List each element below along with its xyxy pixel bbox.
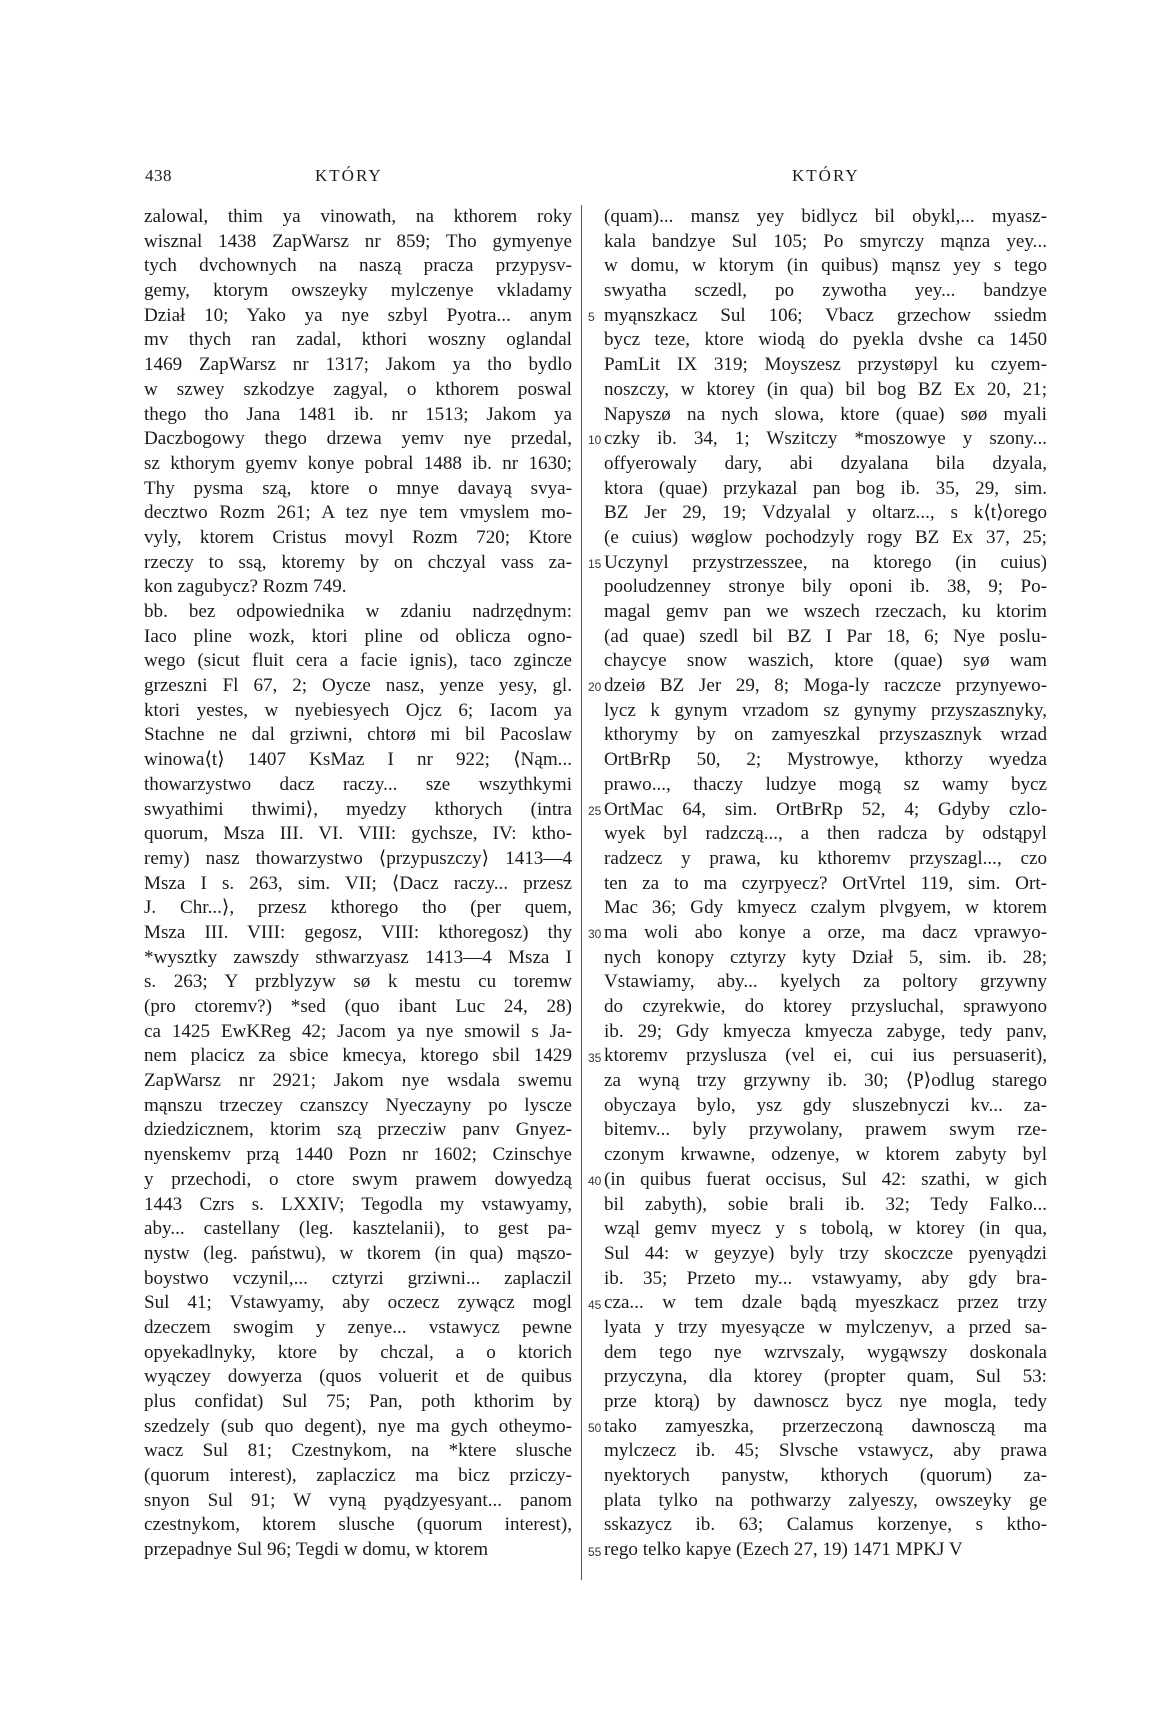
text-line: szedzely (sub quo degent), nye ma gych otheymo-	[144, 1415, 572, 1437]
text-line: winowa⟨t⟩ 1407 KsMaz I nr 922; ⟨Nąm...	[144, 749, 572, 771]
text-line: (quam)... mansz yey bidlycz bil obykl,... myasz-	[604, 206, 1047, 227]
text-line: ZapWarsz nr 2921; Jakom nye wsdala swemu	[144, 1070, 572, 1092]
text-line: zalowal, thim ya vinowath, na kthorem roky	[144, 206, 572, 227]
text-line: nyektorych panystw, kthorych (quorum) za-	[604, 1465, 1047, 1487]
text-line: Msza III. VIII: gegosz, VIII: kthoregosz) thy	[144, 921, 572, 943]
text-line: y przechodi, o ctore swym prawem dowyedzą	[144, 1168, 572, 1190]
text-line: sz kthorym gyemv konye pobral 1488 ib. nr 1630;	[144, 452, 572, 474]
text-line: lycz k gynym vrzadom sz gynymy przyszasznyky,	[604, 699, 1047, 721]
left-text-column	[144, 205, 572, 1561]
text-line: przepadnye Sul 96; Tegdi w domu, w ktorem	[144, 1539, 489, 1561]
text-line: nystw (leg. państwu), w tkorem (in qua) mąszo-	[144, 1242, 572, 1264]
text-line: chaycye snow waszich, ktore (quae) syø wam	[604, 650, 1047, 672]
text-line: tako zamyeszka, przerzeczoną dawnosczą ma	[604, 1415, 1047, 1437]
line-number: 55	[588, 1544, 602, 1559]
text-line: nem placicz za sbice kmecya, ktorego sbil 1429	[144, 1045, 572, 1067]
text-line: Sul 44: w geyzye) byly trzy skoczcze pyenyądzi	[604, 1242, 1047, 1264]
text-line: *wysztky zawszdy sthwarzyasz 1413—4 Msza I	[144, 946, 572, 968]
text-line: wyączey dowyerza (quos voluerit et de quibus	[144, 1366, 572, 1388]
text-line: ktori yestes, w nyebiesyech Ojcz 6; Iacom ya	[144, 699, 572, 721]
text-line: dzeczem swogim y zenye... vstawycz pewne	[144, 1316, 572, 1338]
text-line: gemy, ktorym owszeyky mylczenye vkladamy	[144, 280, 572, 302]
text-line: Msza I s. 263, sim. VII; ⟨Dacz raczy... przesz	[144, 872, 572, 894]
text-line: bycz teze, ktore wiodą do pyekla dvshe ca 1450	[604, 329, 1047, 351]
text-line: PamLit IX 319; Moyszesz przystøpyl ku czyem-	[604, 354, 1047, 376]
text-line: (ad quae) szedl bil BZ I Par 18, 6; Nye poslu-	[604, 625, 1047, 647]
text-line: ma woli abo konye a orze, ma dacz vprawyo-	[604, 921, 1047, 943]
line-number: 10	[588, 433, 602, 448]
text-line: (in quibus fuerat occisus, Sul 42: szathi, w gich	[604, 1168, 1047, 1190]
text-line: 1469 ZapWarsz nr 1317; Jakom ya tho bydlo	[144, 354, 572, 376]
text-line: wacz Sul 81; Czestnykom, na *ktere slusche	[144, 1440, 572, 1462]
line-number: 50	[588, 1421, 602, 1436]
text-line: ib. 29; Gdy kmyecza kmyecza zabyge, tedy panv,	[604, 1020, 1047, 1042]
text-line: mylczecz ib. 45; Slvsche vstawycz, aby prawa	[604, 1440, 1047, 1462]
text-line: thego tho Jana 1481 ib. nr 1513; Jakom ya	[144, 403, 572, 425]
text-line: J. Chr...⟩, przesz kthorego tho (per quem,	[144, 897, 572, 919]
text-line: przyczyna, dla ktorey (propter quam, Sul 53:	[604, 1366, 1047, 1388]
text-line: Daczbogowy thego drzewa yemv nye przedal,	[144, 428, 572, 450]
text-line: bitemv... byly przywolany, prawem swym rze-	[604, 1119, 1047, 1141]
text-line: obyczaya bylo, ysz gdy sluszebnyczi kv... za-	[604, 1094, 1047, 1116]
text-line: rego telko kapye (Ezech 27, 19) 1471 MPKJ V	[604, 1539, 963, 1561]
text-line: za wyną trzy grzywny ib. 30; ⟨P⟩odlug starego	[604, 1070, 1047, 1092]
text-line: prze ktorą) by dawnoscz bycz nye mogla, tedy	[604, 1391, 1047, 1412]
text-line: OrtBrRp 50, 2; Mystrowye, kthorzy wyedza	[604, 749, 1047, 771]
text-line: kthorymy by on zamyeszkal przyszasznyk wrzad	[604, 724, 1047, 746]
text-line: quorum, Msza III. VI. VIII: gychsze, IV: ktho-	[144, 823, 572, 845]
text-line: Uczynyl przystrzesszee, na ktorego (in cuius)	[604, 551, 1047, 573]
text-line: snyon Sul 91; W vyną pyądzyesyant... panom	[144, 1489, 572, 1511]
right-text-column	[604, 205, 1047, 1561]
text-line: offyerowaly dary, abi dzyalana bila dzyala,	[604, 452, 1047, 474]
text-line: boystwo vczynil,... cztyrzi grziwni... zaplaczil	[144, 1267, 572, 1289]
text-line: nych konopy cztyrzy kyty Dział 5, sim. ib. 28;	[604, 946, 1047, 968]
text-line: mąnszu trzeczey czanszcy Nyeczayny po lyscze	[144, 1094, 572, 1116]
text-line: noszczy, w ktorey (in qua) bil bog BZ Ex 20, 21;	[604, 378, 1047, 400]
text-line: wisznal 1438 ZapWarsz nr 859; Tho gymyenye	[144, 230, 572, 252]
text-line: plus confidat) Sul 75; Pan, poth kthorim by	[144, 1391, 572, 1412]
text-line: bb. bez odpowiednika w zdaniu nadrzędnym:	[144, 601, 572, 622]
text-line: Napyszø na nych slowa, ktore (quae) søø myali	[604, 403, 1047, 425]
text-line: dzeiø BZ Jer 29, 8; Moga-ly raczcze przynyewo-	[604, 675, 1047, 697]
text-line: wego (sicut fluit cera a facie ignis), taco zgincze	[144, 650, 572, 672]
text-line: pooludzenney stronye bily oponi ib. 38, 9; Po-	[604, 576, 1047, 598]
text-line: ktoremv przyslusza (vel ei, cui ius persuaserit),	[604, 1045, 1047, 1067]
text-line: decztwo Rozm 261; A tez nye tem vmyslem mo-	[144, 502, 572, 524]
line-number: 15	[588, 556, 602, 571]
page-number: 438	[145, 166, 172, 185]
text-line: swyathimi thwimi⟩, myedzy kthorych (intra	[144, 798, 572, 820]
text-line: Sul 41; Vstawyamy, aby oczecz zywącz mogl	[144, 1292, 572, 1314]
text-line: thowarzystwo dacz raczy... sze wszythkymi	[144, 773, 572, 795]
text-line: plata tylko na pothwarzy zalyeszy, owszeyky ge	[604, 1489, 1047, 1511]
text-line: lyata y trzy myesyącze w mylczenyv, a przed sa-	[604, 1316, 1047, 1338]
text-line: BZ Jer 29, 19; Vdzyalal y oltarz..., s k⟨t⟩orego	[604, 502, 1047, 524]
text-line: (e cuius) wøglow pochodzyly rogy BZ Ex 37, 25;	[604, 526, 1047, 548]
left-running-title: KTÓRY	[315, 166, 383, 185]
text-line: dem tego nye wzrvszaly, wygąwszy doskonala	[604, 1341, 1047, 1363]
text-line: kala bandzye Sul 105; Po smyrczy mąnza yey...	[604, 230, 1047, 252]
text-line: ten za to ma czyrpyecz? OrtVrtel 119, sim. Ort-	[604, 872, 1047, 894]
line-number: 20	[588, 680, 602, 695]
text-line: grzeszni Fl 67, 2; Oycze nasz, yenze yesy, gl.	[144, 675, 572, 697]
right-running-title: KTÓRY	[792, 166, 860, 185]
text-line: do czyrekwie, do ktorey przysluchal, sprawyono	[604, 996, 1047, 1017]
text-line: opyekadlnyky, ktore by chczal, a o ktorich	[144, 1341, 572, 1363]
text-line: (quorum interest), zaplaczicz ma bicz prziczy-	[144, 1465, 572, 1487]
text-line: Mac 36; Gdy kmyecz czalym plvgyem, w ktorem	[604, 897, 1047, 919]
running-header	[0, 166, 1157, 190]
text-line: myąnszkacz Sul 106; Vbacz grzechow ssiedm	[604, 304, 1047, 326]
text-line: w domu, w ktorym (in quibus) mąnsz yey s tego	[604, 255, 1047, 277]
text-line: czonym krwawne, odzenye, w ktorem zabyty byl	[604, 1144, 1047, 1166]
text-line: mv thych ran zadal, kthori woszny oglandal	[144, 329, 572, 351]
text-line: Vstawiamy, aby... kyelych za poltory grzywny	[604, 971, 1047, 993]
text-line: czestnykom, ktorem slusche (quorum interest),	[144, 1514, 572, 1536]
text-line: (pro ctoremv?) *sed (quo ibant Luc 24, 28)	[144, 996, 572, 1017]
text-line: s. 263; Y przblyzyw sø k mestu cu toremw	[144, 971, 572, 993]
line-number: 35	[588, 1050, 602, 1065]
line-number: 30	[588, 927, 602, 942]
text-line: magal gemv pan we wszech rzeczach, ku ktorim	[604, 601, 1047, 622]
text-line: wząl gemv myecz y s tobolą, w ktorey (in qua,	[604, 1218, 1047, 1240]
text-line: ca 1425 EwKReg 42; Jacom ya nye smowil s Ja-	[144, 1020, 572, 1042]
text-line: remy) nasz thowarzystwo ⟨przypuszczy⟩ 1413—4	[144, 847, 572, 869]
text-line: Stachne ne dal grziwni, chtorø mi bil Pacoslaw	[144, 724, 572, 746]
text-line: OrtMac 64, sim. OrtBrRp 52, 4; Gdyby czlo-	[604, 798, 1047, 820]
text-line: tych dvchownych na naszą pracza przypysv-	[144, 255, 572, 277]
text-line: czky ib. 34, 1; Wszitczy *moszowye y szony...	[604, 428, 1047, 450]
line-number: 5	[588, 309, 595, 324]
text-line: dziedzicznem, ktorim szą przecziw panv Gnyez-	[144, 1119, 572, 1141]
text-line: swyatha sczedl, po zywotha yey... bandzye	[604, 280, 1047, 302]
text-line: Thy pysma szą, ktore o mnye davayą svya-	[144, 477, 572, 499]
text-line: vyly, ktorem Cristus movyl Rozm 720; Ktore	[144, 526, 572, 548]
text-line: Dział 10; Yako ya nye szbyl Pyotra... anym	[144, 304, 572, 326]
line-number: 25	[588, 803, 602, 818]
column-divider	[581, 205, 582, 1580]
text-line: w szwey szkodzye zagyal, o kthorem poswal	[144, 378, 572, 400]
text-line: kon zagubycz? Rozm 749.	[144, 576, 347, 598]
line-number: 45	[588, 1297, 602, 1312]
text-line: prawo..., thaczy ludzye mogą sz wamy bycz	[604, 773, 1047, 795]
text-line: sskazycz ib. 63; Calamus korzenye, s ktho-	[604, 1514, 1047, 1536]
text-line: ktora (quae) przykazal pan bog ib. 35, 29, sim.	[604, 477, 1047, 499]
text-line: 1443 Czrs s. LXXIV; Tegodla my vstawyamy,	[144, 1193, 572, 1215]
text-line: nyenskemv przą 1440 Pozn nr 1602; Czinschye	[144, 1144, 572, 1166]
text-line: Iaco pline wozk, ktori pline od oblicza ogno-	[144, 625, 572, 647]
line-number: 40	[588, 1174, 602, 1189]
text-line: bil zabyth), sobie brali ib. 32; Tedy Falko...	[604, 1193, 1047, 1215]
text-line: ib. 35; Przeto my... vstawyamy, aby gdy bra-	[604, 1267, 1047, 1289]
text-line: cza... w tem dzale bądą myeszkacz przez trzy	[604, 1292, 1047, 1314]
text-line: rzeczy to ssą, ktoremy by on chczyal vass za-	[144, 551, 572, 573]
text-line: wyek byl radzczą..., a then radcza by odstąpyl	[604, 823, 1047, 845]
text-line: radzecz y prawa, ku kthoremv przyszagl..., czo	[604, 847, 1047, 869]
text-line: aby... castellany (leg. kasztelanii), to gest pa-	[144, 1218, 572, 1240]
